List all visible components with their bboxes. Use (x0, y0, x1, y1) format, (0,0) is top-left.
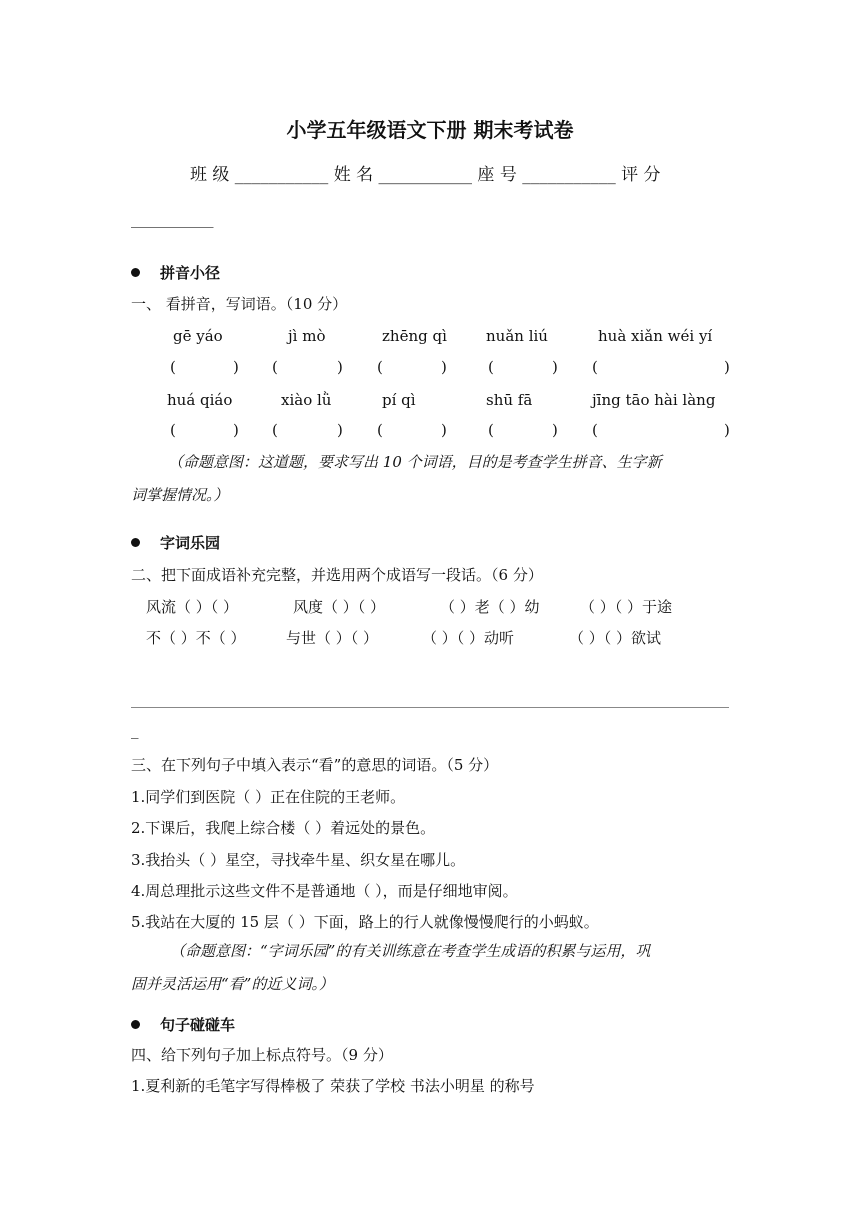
sentence-4: 4.周总理批示这些文件不是普通地（ ），而是仔细地审阅。 (131, 882, 518, 900)
section-pinyin-label: 拼音小径 (160, 264, 221, 282)
writing-line-continued: _ (131, 721, 139, 739)
idiom-blank[interactable]: （ ）老（ ）幼 (440, 598, 540, 616)
question-3-prompt: 三、在下列句子中填入表示“看”的意思的词语。（5 分） (131, 756, 499, 774)
section-sentences-heading (131, 1014, 235, 1035)
idiom-blank[interactable]: 风流（ ）（ ） (146, 598, 239, 616)
question-4-prompt: 四、给下列句子加上标点符号。（9 分） (131, 1046, 393, 1064)
answer-blank-close: ) (233, 358, 239, 376)
question-1-prompt: 一、 看拼音，写词语。（10 分） (131, 295, 348, 313)
answer-blank-close: ) (337, 358, 343, 376)
answer-blank-close: ) (233, 421, 239, 439)
pinyin-item: huà xiǎn wéi yí (598, 327, 713, 345)
student-info-line-continued: ___________ (131, 210, 214, 228)
idiom-blank[interactable]: 与世（ ）（ ） (286, 629, 379, 647)
answer-blank-close: ) (441, 421, 447, 439)
pinyin-item: jīng tāo hài làng (592, 391, 716, 409)
answer-blank-close: ) (337, 421, 343, 439)
idiom-blank[interactable]: （ ）（ ）动听 (422, 629, 515, 647)
idiom-blank[interactable]: 风度（ ）（ ） (293, 598, 386, 616)
question-intent-note: （命题意图：这道题，要求写出 10 个词语，目的是考查学生拼音、生字新 (168, 453, 662, 471)
answer-blank-open[interactable]: ( (592, 421, 598, 439)
pinyin-item: pí qì (382, 391, 416, 409)
section-words-heading (131, 532, 220, 553)
student-info-line: 班 级 ___________ 姓 名 ___________ 座 号 ___________ 评 分 (190, 165, 661, 185)
answer-blank-close: ) (441, 358, 447, 376)
sentence-2: 2.下课后，我爬上综合楼（ ）着远处的景色。 (131, 819, 436, 837)
section-words-label: 字词乐园 (160, 534, 221, 552)
bullet-icon (131, 538, 140, 547)
answer-blank-open[interactable]: ( (488, 358, 494, 376)
answer-blank-open[interactable]: ( (272, 421, 278, 439)
pinyin-item: jì mò (288, 327, 326, 345)
bullet-icon (131, 1020, 140, 1029)
answer-blank-open[interactable]: ( (377, 358, 383, 376)
pinyin-item: xiào lǜ (281, 391, 332, 409)
sentence-5: 5.我站在大厦的 15 层（ ）下面，路上的行人就像慢慢爬行的小蚂蚁。 (131, 913, 599, 931)
bullet-icon (131, 268, 140, 277)
idiom-blank[interactable]: （ ）（ ）欲试 (569, 629, 662, 647)
punctuation-sentence-1: 1.夏利新的毛笔字写得棒极了 荣获了学校 书法小明星 的称号 (131, 1077, 535, 1095)
question-intent-note-continued: 词掌握情况。） (131, 486, 229, 504)
question-intent-note: （命题意图：“字词乐园”的有关训练意在考查学生成语的积累与运用，巩 (170, 942, 651, 960)
pinyin-item: shū fā (486, 391, 533, 409)
answer-blank-close: ) (552, 358, 558, 376)
sentence-1: 1.同学们到医院（ ）正在住院的王老师。 (131, 788, 406, 806)
idiom-blank[interactable]: 不（ ）不（ ） (146, 629, 246, 647)
page-title: 小学五年级语文下册 期末考试卷 (286, 118, 574, 142)
answer-blank-open[interactable]: ( (170, 358, 176, 376)
pinyin-item: zhēng qì (382, 327, 447, 345)
answer-blank-close: ) (552, 421, 558, 439)
section-pinyin-heading (131, 262, 220, 283)
section-sentences-label: 句子碰碰车 (160, 1016, 236, 1034)
idiom-blank[interactable]: （ ）（ ）于途 (580, 598, 673, 616)
question-2-prompt: 二、把下面成语补充完整，并选用两个成语写一段话。（6 分） (131, 566, 543, 584)
writing-line[interactable] (131, 707, 729, 708)
sentence-3: 3.我抬头（ ）星空，寻找牵牛星、织女星在哪儿。 (131, 851, 466, 869)
pinyin-item: gē yáo (173, 327, 223, 345)
question-intent-note-continued: 固并灵活运用“看”的近义词。） (131, 975, 334, 993)
pinyin-item: huá qiáo (167, 391, 233, 409)
answer-blank-open[interactable]: ( (488, 421, 494, 439)
answer-blank-open[interactable]: ( (592, 358, 598, 376)
answer-blank-close: ) (724, 358, 730, 376)
answer-blank-open[interactable]: ( (377, 421, 383, 439)
answer-blank-close: ) (724, 421, 730, 439)
answer-blank-open[interactable]: ( (272, 358, 278, 376)
pinyin-item: nuǎn liú (486, 327, 548, 345)
answer-blank-open[interactable]: ( (170, 421, 176, 439)
